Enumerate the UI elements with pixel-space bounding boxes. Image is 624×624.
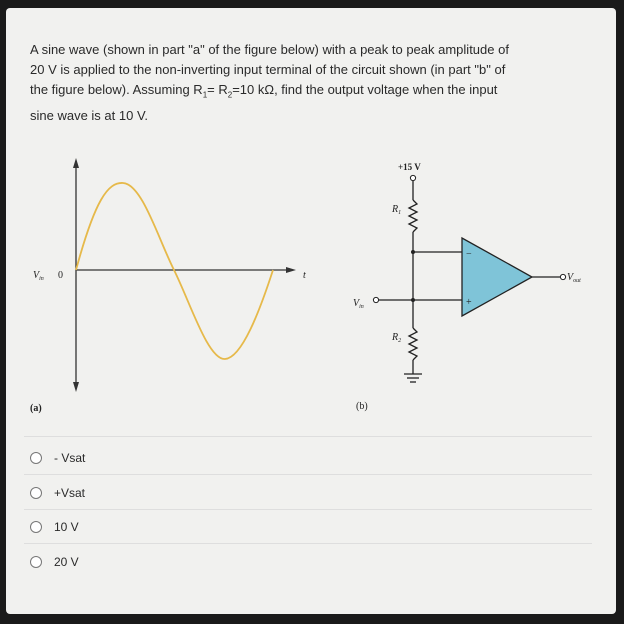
opamp-plus-label: + [466, 297, 472, 308]
option-label: 10 V [54, 520, 79, 534]
opamp-minus-label: − [466, 249, 472, 260]
y-axis-arrow-down [73, 382, 79, 392]
sine-wave-curve [76, 183, 273, 359]
r1-label: $R_1$ [392, 204, 402, 216]
sine-wave-plot [30, 158, 306, 414]
radio-icon[interactable] [30, 521, 42, 533]
t-axis-label: t [303, 270, 306, 281]
y-axis-arrow-up [73, 158, 79, 168]
r2-resistor [409, 328, 417, 360]
radio-icon[interactable] [30, 487, 42, 499]
question-line-2: 20 V is applied to the non-inverting input terminal of the circuit shown (in part "b" of [30, 62, 506, 77]
radio-icon[interactable] [30, 452, 42, 464]
caption-b: (b) [356, 401, 368, 412]
vin-label: $V_{in}$ [353, 298, 364, 310]
supply-label: +15 V [398, 162, 421, 172]
radio-icon[interactable] [30, 556, 42, 568]
vin-axis-label: $V_{in}$ [33, 270, 44, 282]
divider [24, 436, 592, 437]
divider [24, 474, 592, 475]
option-plus-vsat[interactable] [30, 481, 85, 505]
supply-terminal [410, 175, 415, 180]
r2-label: $R_2$ [392, 332, 402, 344]
question-line-3c: =10 kΩ, find the output voltage when the input [232, 82, 498, 97]
question-line-3b: = R [207, 82, 228, 97]
question-line-3a: the figure below). Assuming R [30, 82, 203, 97]
option-10v[interactable] [30, 515, 79, 539]
question-line-4: sine wave is at 10 V. [30, 107, 149, 123]
option-label: +Vsat [54, 486, 86, 500]
x-axis-arrow [286, 267, 296, 273]
origin-label: 0 [58, 270, 63, 281]
divider [24, 509, 592, 510]
vin-terminal [373, 297, 378, 302]
option-20v[interactable] [30, 550, 79, 574]
opamp-circuit [353, 162, 581, 412]
r2-subscript: 2 [227, 90, 233, 100]
ground-icon [404, 374, 422, 382]
divider [24, 543, 592, 544]
vout-terminal [560, 274, 565, 279]
option-minus-vsat[interactable] [30, 446, 85, 470]
question-line-1: A sine wave (shown in part "a" of the figure below) with a peak to peak amplitude of [30, 42, 509, 57]
opamp-triangle [462, 238, 532, 316]
option-label: - Vsat [54, 451, 86, 465]
r1-subscript: 1 [202, 90, 208, 100]
option-label: 20 V [54, 555, 79, 569]
r1-resistor [409, 200, 417, 232]
caption-a: (a) [30, 403, 42, 414]
vout-label: $V_{out}$ [567, 272, 581, 284]
